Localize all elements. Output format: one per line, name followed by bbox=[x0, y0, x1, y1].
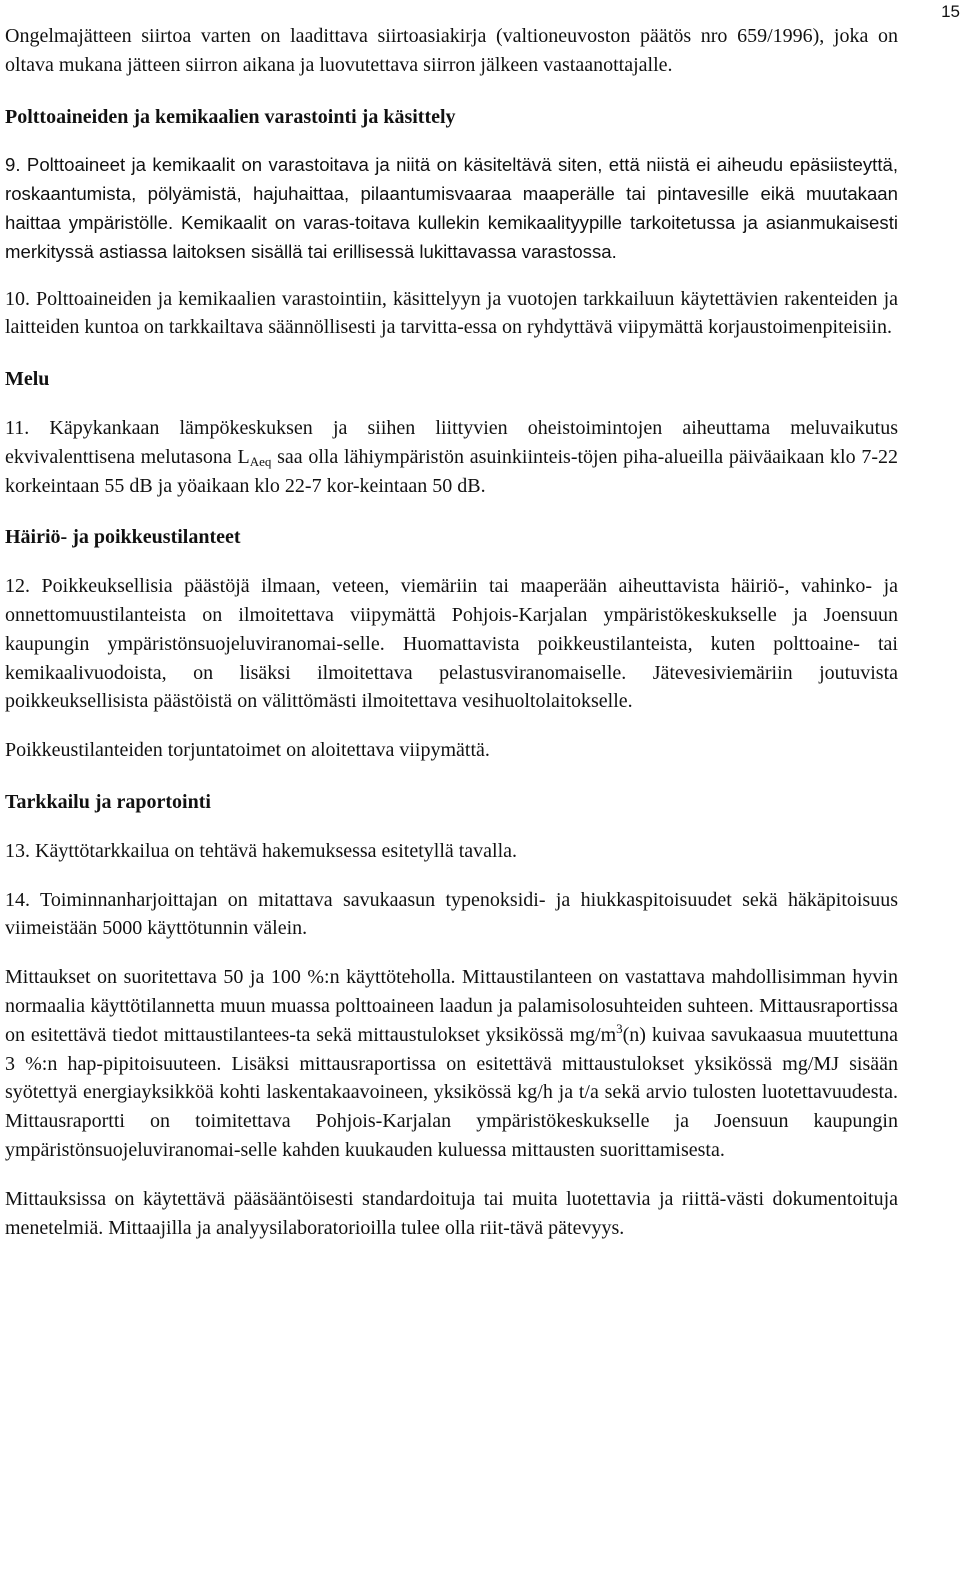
paragraph-intro: Ongelmajätteen siirtoa varten on laadittava siirtoasiakirja (valtioneuvoston päätös nro 659/1996), joka on oltava mukana jätteen siirron aikana ja luovutettava siirron jälkeen vastaanottajalle. bbox=[5, 25, 898, 76]
spacer bbox=[5, 716, 898, 736]
spacer bbox=[5, 866, 898, 886]
spacer bbox=[5, 765, 898, 788]
spacer bbox=[5, 267, 898, 285]
paragraph-14-measurements-text-b: (n) kuivaa savukaasua muutettuna 3 %:n hap-pipitoisuuteen. Lisäksi mittausraportissa on esitettävä mittaustulokset yksikössä mg/MJ sisään syötettyä energiayksikköä kohti laskentakaavoineen, yksikössä kg/h ja t/a sekä arvio tulosten luotettavuudesta. Mittausraportti on toimitettava Pohjois-Karjalan ympäristökeskukselle ja Joensuun kaupungin ympäristönsuojeluviranomai-selle kahden kuukauden kuluessa mittausten suorittamisesta. bbox=[5, 1023, 898, 1161]
heading-noise: Melu bbox=[5, 368, 50, 391]
page-content bbox=[5, 22, 898, 1242]
spacer bbox=[5, 943, 898, 963]
paragraph-12: 12. Poikkeuksellisia päästöjä ilmaan, veteen, viemäriin tai maaperään aiheuttavista häiriö-, vahinko- ja onnettomuustilanteista on ilmoitettava viipymättä Pohjois-Karjalan ympäristökeskukselle ja Joensuun kaupungin ympäristönsuojeluviranomai-selle. Huomattavista poikkeustilanteista, kuten polttoaine- tai kemikaalivuodoista, on lisäksi ilmoitettava pelastusviranomaiselle. Jätevesiviemäriin joutuvista poikkeuksellisista päästöistä on välittömästi ilmoitettava vesihuoltolaitokselle. bbox=[5, 575, 898, 713]
spacer bbox=[5, 500, 898, 523]
laeq-subscript: Aeq bbox=[249, 453, 272, 469]
paragraph-12-countermeasures: Poikkeustilanteiden torjuntatoimet on aloitettava viipymättä. bbox=[5, 739, 490, 762]
page-number: 15 bbox=[941, 2, 960, 21]
heading-disturbance: Häiriö- ja poikkeustilanteet bbox=[5, 526, 241, 549]
heading-monitoring: Tarkkailu ja raportointi bbox=[5, 790, 211, 813]
spacer bbox=[5, 131, 898, 151]
paragraph-11-text-a: 11. Käpykankaan lämpökeskuksen ja siihen liittyvien oheistoimintojen aiheuttama meluvaikutus ekvivalenttisena melutasona L bbox=[5, 416, 898, 468]
cubic-superscript: 3 bbox=[616, 1020, 623, 1036]
paragraph-9: 9. Polttoaineet ja kemikaalit on varastoitava ja niitä on käsiteltävä siten, että niistä ei aiheudu epäsiisteyttä, roskaantumista, pölyämistä, hajuhaittaa, pilaantumisvaaraa maaperälle tai pintavesille eikä muutakaan haittaa ympäristölle. Kemikaalit on varas-toitava kullekin kemikaalityypille tarkoitetussa ja asianmukaisesti merkityssä astiassa laitoksen sisällä tai erillisessä lukittavassa varastossa. bbox=[5, 154, 898, 262]
heading-storage: Polttoaineiden ja kemikaalien varastointi ja käsittely bbox=[5, 105, 456, 128]
paragraph-14-measurements bbox=[5, 963, 898, 1165]
spacer bbox=[5, 394, 898, 414]
spacer bbox=[5, 1165, 898, 1185]
paragraph-10: 10. Polttoaineiden ja kemikaalien varastointiin, käsittelyyn ja vuotojen tarkkailuun käytettävien rakenteiden ja laitteiden kuntoa on tarkkailtava säännöllisesti ja tarvitta-essa on ryhdyttävä viipymättä korjaustoimenpiteisiin. bbox=[5, 287, 898, 339]
paragraph-11 bbox=[5, 414, 898, 500]
paragraph-13: 13. Käyttötarkkailua on tehtävä hakemuksessa esitetyllä tavalla. bbox=[5, 839, 518, 862]
paragraph-11-text-b: saa olla lähiympäristön asuinkiinteis-töjen piha-alueilla päiväaikaan klo 7-22 korkeintaan 55 dB ja yöaikaan klo 22-7 kor-keintaan 50 dB. bbox=[5, 445, 898, 497]
spacer bbox=[5, 552, 898, 572]
paragraph-14-methods: Mittauksissa on käytettävä pääsääntöisesti standardoituja tai muita luotettavia ja riittä-västi dokumentoituja menetelmiä. Mittaajilla ja analyysilaboratorioilla tulee olla riit-tävä pätevyys. bbox=[5, 1187, 898, 1239]
paragraph-14-measurements-text-a: Mittaukset on suoritettava 50 ja 100 %:n käyttöteholla. Mittaustilanteen on vastattava mahdollisimman hyvin normaalia käyttötilannetta muun muassa polttoaineen laadun ja palamisolosuhteiden suhteen. Mittausraportissa on esitettävä tiedot mittaustilantees-ta sekä mittaustulokset yksikössä mg/m bbox=[5, 966, 898, 1046]
paragraph-14: 14. Toiminnanharjoittajan on mitattava savukaasun typenoksidi- ja hiukkaspitoisuudet sekä häkäpitoisuus viimeistään 5000 käyttötunnin välein. bbox=[5, 888, 898, 940]
spacer bbox=[5, 817, 898, 837]
spacer bbox=[5, 342, 898, 365]
spacer bbox=[5, 80, 898, 103]
